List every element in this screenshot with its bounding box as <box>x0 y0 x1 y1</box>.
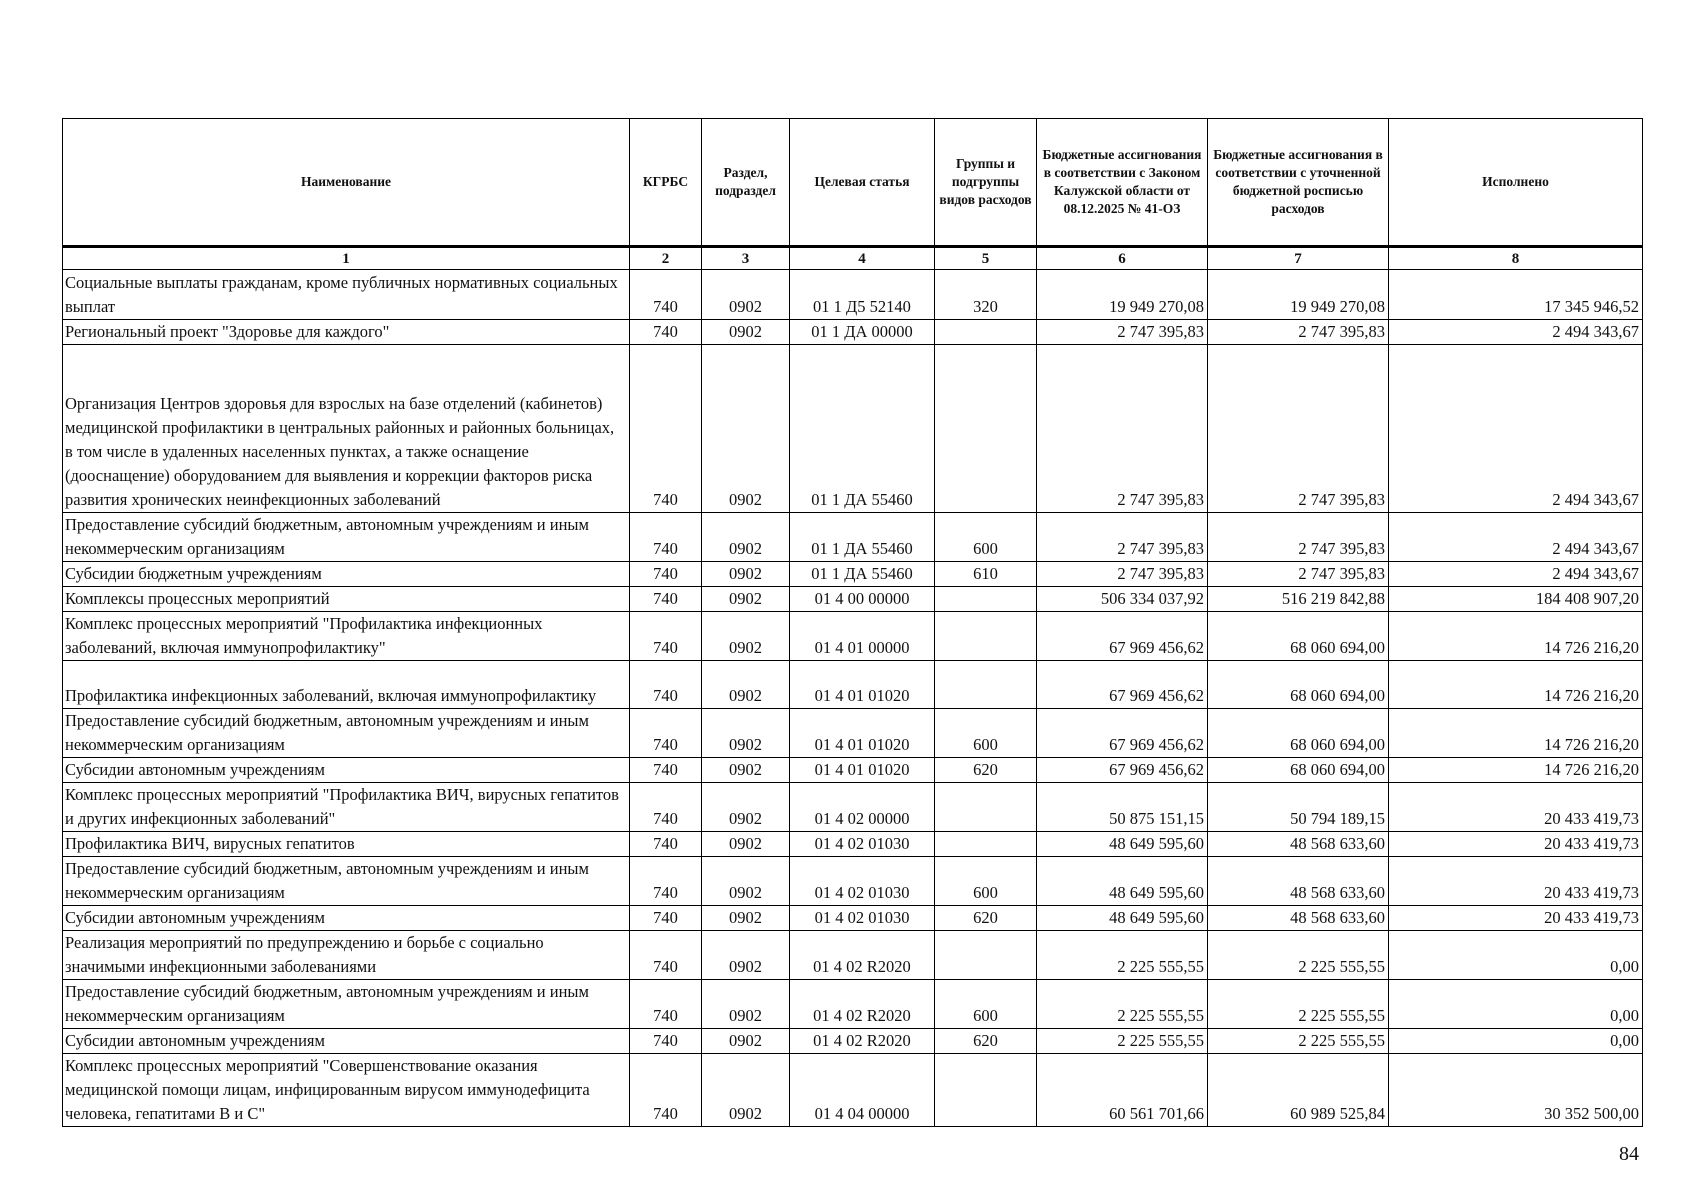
cell-target: 01 1 Д5 52140 <box>790 270 935 320</box>
cell-name: Субсидии автономным учреждениям <box>63 1029 630 1054</box>
cell-name: Профилактика ВИЧ, вирусных гепатитов <box>63 832 630 857</box>
cell-refined-allocation: 48 568 633,60 <box>1208 857 1389 906</box>
cell-name: Организация Центров здоровья для взрослых на базе отделений (кабинетов) медицинской профилактики в центральных районных и районных больницах, в том числе в удаленных населенных пунктах, а также оснащение (дооснащение) оборудованием для выявления и коррекции факторов риска развития хронических неинфекционных заболеваний <box>63 345 630 513</box>
cell-executed: 20 433 419,73 <box>1389 832 1643 857</box>
header-row <box>63 119 1643 247</box>
cell-refined-allocation: 2 747 395,83 <box>1208 345 1389 513</box>
cell-target: 01 4 02 R2020 <box>790 1029 935 1054</box>
cell-refined-allocation: 68 060 694,00 <box>1208 709 1389 758</box>
cell-refined-allocation: 2 225 555,55 <box>1208 931 1389 980</box>
cell-target: 01 1 ДА 55460 <box>790 513 935 562</box>
table-row <box>63 1029 1643 1054</box>
cell-group: 620 <box>935 1029 1037 1054</box>
cell-name: Комплекс процессных мероприятий "Профилактика ВИЧ, вирусных гепатитов и других инфекционных заболеваний" <box>63 783 630 832</box>
cell-name: Субсидии автономным учреждениям <box>63 758 630 783</box>
table-row <box>63 832 1643 857</box>
cell-target: 01 1 ДА 55460 <box>790 562 935 587</box>
cell-name: Региональный проект "Здоровье для каждого" <box>63 320 630 345</box>
cell-section: 0902 <box>702 906 790 931</box>
cell-target: 01 4 04 00000 <box>790 1054 935 1127</box>
cell-law-allocation: 2 747 395,83 <box>1037 345 1208 513</box>
cell-group: 600 <box>935 709 1037 758</box>
cell-refined-allocation: 2 225 555,55 <box>1208 980 1389 1029</box>
cell-kgrbs: 740 <box>630 857 702 906</box>
cell-group <box>935 1054 1037 1127</box>
cell-kgrbs: 740 <box>630 562 702 587</box>
cell-kgrbs: 740 <box>630 1029 702 1054</box>
cell-executed: 14 726 216,20 <box>1389 758 1643 783</box>
cell-refined-allocation: 48 568 633,60 <box>1208 906 1389 931</box>
cell-law-allocation: 48 649 595,60 <box>1037 832 1208 857</box>
cell-kgrbs: 740 <box>630 906 702 931</box>
cell-kgrbs: 740 <box>630 832 702 857</box>
cell-executed: 0,00 <box>1389 980 1643 1029</box>
cell-kgrbs: 740 <box>630 1054 702 1127</box>
page-number: 84 <box>1619 1143 1639 1165</box>
header-law-allocations: Бюджетные ассигнования в соответствии с Законом Калужской области от 08.12.2025 № 41-ОЗ <box>1037 119 1208 247</box>
cell-executed: 30 352 500,00 <box>1389 1054 1643 1127</box>
cell-section: 0902 <box>702 931 790 980</box>
table-row <box>63 587 1643 612</box>
cell-law-allocation: 48 649 595,60 <box>1037 906 1208 931</box>
cell-executed: 2 494 343,67 <box>1389 345 1643 513</box>
cell-section: 0902 <box>702 562 790 587</box>
cell-section: 0902 <box>702 783 790 832</box>
column-number: 4 <box>790 247 935 270</box>
cell-section: 0902 <box>702 320 790 345</box>
cell-target: 01 4 01 01020 <box>790 661 935 709</box>
column-number: 5 <box>935 247 1037 270</box>
cell-group <box>935 345 1037 513</box>
table-row <box>63 661 1643 709</box>
cell-law-allocation: 19 949 270,08 <box>1037 270 1208 320</box>
cell-law-allocation: 506 334 037,92 <box>1037 587 1208 612</box>
cell-target: 01 4 02 00000 <box>790 783 935 832</box>
cell-refined-allocation: 48 568 633,60 <box>1208 832 1389 857</box>
cell-group <box>935 931 1037 980</box>
cell-target: 01 4 02 R2020 <box>790 931 935 980</box>
cell-name: Комплекс процессных мероприятий "Совершенствование оказания медицинской помощи лицам, инфицированным вирусом иммунодефицита человека, гепатитами В и С" <box>63 1054 630 1127</box>
cell-kgrbs: 740 <box>630 758 702 783</box>
table-row <box>63 857 1643 906</box>
cell-name: Профилактика инфекционных заболеваний, включая иммунопрофилактику <box>63 661 630 709</box>
cell-group <box>935 783 1037 832</box>
cell-refined-allocation: 60 989 525,84 <box>1208 1054 1389 1127</box>
header-target: Целевая статья <box>790 119 935 247</box>
cell-law-allocation: 67 969 456,62 <box>1037 612 1208 661</box>
cell-group <box>935 832 1037 857</box>
cell-target: 01 4 01 00000 <box>790 612 935 661</box>
header-refined-allocations: Бюджетные ассигнования в соответствии с уточненной бюджетной росписью расходов <box>1208 119 1389 247</box>
cell-group: 320 <box>935 270 1037 320</box>
table-row <box>63 562 1643 587</box>
cell-refined-allocation: 2 747 395,83 <box>1208 562 1389 587</box>
cell-section: 0902 <box>702 612 790 661</box>
cell-law-allocation: 2 747 395,83 <box>1037 320 1208 345</box>
column-number: 7 <box>1208 247 1389 270</box>
cell-law-allocation: 48 649 595,60 <box>1037 857 1208 906</box>
cell-law-allocation: 50 875 151,15 <box>1037 783 1208 832</box>
cell-target: 01 4 02 01030 <box>790 857 935 906</box>
cell-section: 0902 <box>702 857 790 906</box>
cell-section: 0902 <box>702 709 790 758</box>
cell-kgrbs: 740 <box>630 783 702 832</box>
cell-kgrbs: 740 <box>630 320 702 345</box>
column-number: 1 <box>63 247 630 270</box>
cell-law-allocation: 2 747 395,83 <box>1037 562 1208 587</box>
cell-kgrbs: 740 <box>630 980 702 1029</box>
cell-section: 0902 <box>702 1054 790 1127</box>
table-row <box>63 931 1643 980</box>
cell-group: 620 <box>935 906 1037 931</box>
cell-refined-allocation: 2 747 395,83 <box>1208 513 1389 562</box>
column-number: 3 <box>702 247 790 270</box>
cell-name: Субсидии бюджетным учреждениям <box>63 562 630 587</box>
cell-group <box>935 661 1037 709</box>
cell-target: 01 4 01 01020 <box>790 709 935 758</box>
cell-refined-allocation: 19 949 270,08 <box>1208 270 1389 320</box>
cell-executed: 2 494 343,67 <box>1389 513 1643 562</box>
header-kgrbs: КГРБС <box>630 119 702 247</box>
cell-refined-allocation: 68 060 694,00 <box>1208 612 1389 661</box>
cell-group: 600 <box>935 857 1037 906</box>
cell-name: Социальные выплаты гражданам, кроме публичных нормативных социальных выплат <box>63 270 630 320</box>
cell-group: 600 <box>935 980 1037 1029</box>
cell-target: 01 1 ДА 55460 <box>790 345 935 513</box>
cell-law-allocation: 2 225 555,55 <box>1037 931 1208 980</box>
cell-executed: 2 494 343,67 <box>1389 320 1643 345</box>
header-groups: Группы и подгруппы видов расходов <box>935 119 1037 247</box>
cell-executed: 0,00 <box>1389 931 1643 980</box>
cell-name: Комплексы процессных мероприятий <box>63 587 630 612</box>
table-row <box>63 612 1643 661</box>
budget-table <box>62 118 1643 1127</box>
table-row <box>63 513 1643 562</box>
cell-target: 01 4 01 01020 <box>790 758 935 783</box>
table-row <box>63 783 1643 832</box>
cell-refined-allocation: 68 060 694,00 <box>1208 758 1389 783</box>
table-row <box>63 1054 1643 1127</box>
cell-target: 01 1 ДА 00000 <box>790 320 935 345</box>
cell-kgrbs: 740 <box>630 513 702 562</box>
cell-executed: 20 433 419,73 <box>1389 783 1643 832</box>
table-body <box>63 270 1643 1127</box>
column-number: 8 <box>1389 247 1643 270</box>
cell-name: Предоставление субсидий бюджетным, автономным учреждениям и иным некоммерческим организациям <box>63 980 630 1029</box>
cell-name: Реализация мероприятий по предупреждению и борьбе с социально значимыми инфекционными заболеваниями <box>63 931 630 980</box>
cell-section: 0902 <box>702 270 790 320</box>
cell-law-allocation: 2 225 555,55 <box>1037 1029 1208 1054</box>
cell-target: 01 4 02 01030 <box>790 906 935 931</box>
cell-section: 0902 <box>702 587 790 612</box>
cell-law-allocation: 2 747 395,83 <box>1037 513 1208 562</box>
cell-section: 0902 <box>702 1029 790 1054</box>
table-row <box>63 906 1643 931</box>
cell-group <box>935 612 1037 661</box>
header-section: Раздел, подраздел <box>702 119 790 247</box>
column-number-row <box>63 247 1643 270</box>
cell-law-allocation: 2 225 555,55 <box>1037 980 1208 1029</box>
header-executed: Исполнено <box>1389 119 1643 247</box>
cell-group <box>935 587 1037 612</box>
cell-section: 0902 <box>702 758 790 783</box>
cell-executed: 0,00 <box>1389 1029 1643 1054</box>
cell-refined-allocation: 50 794 189,15 <box>1208 783 1389 832</box>
cell-name: Предоставление субсидий бюджетным, автономным учреждениям и иным некоммерческим организациям <box>63 857 630 906</box>
cell-executed: 14 726 216,20 <box>1389 612 1643 661</box>
cell-kgrbs: 740 <box>630 612 702 661</box>
cell-law-allocation: 60 561 701,66 <box>1037 1054 1208 1127</box>
cell-refined-allocation: 2 225 555,55 <box>1208 1029 1389 1054</box>
cell-group: 600 <box>935 513 1037 562</box>
cell-section: 0902 <box>702 832 790 857</box>
cell-name: Комплекс процессных мероприятий "Профилактика инфекционных заболеваний, включая иммунопрофилактику" <box>63 612 630 661</box>
cell-kgrbs: 740 <box>630 709 702 758</box>
cell-name: Предоставление субсидий бюджетным, автономным учреждениям и иным некоммерческим организациям <box>63 513 630 562</box>
cell-target: 01 4 00 00000 <box>790 587 935 612</box>
cell-group: 610 <box>935 562 1037 587</box>
cell-kgrbs: 740 <box>630 587 702 612</box>
table-row <box>63 320 1643 345</box>
cell-executed: 2 494 343,67 <box>1389 562 1643 587</box>
table-row <box>63 270 1643 320</box>
cell-section: 0902 <box>702 980 790 1029</box>
cell-law-allocation: 67 969 456,62 <box>1037 709 1208 758</box>
cell-executed: 14 726 216,20 <box>1389 709 1643 758</box>
cell-executed: 20 433 419,73 <box>1389 857 1643 906</box>
cell-kgrbs: 740 <box>630 270 702 320</box>
cell-law-allocation: 67 969 456,62 <box>1037 661 1208 709</box>
cell-section: 0902 <box>702 345 790 513</box>
table-row <box>63 758 1643 783</box>
cell-law-allocation: 67 969 456,62 <box>1037 758 1208 783</box>
cell-group: 620 <box>935 758 1037 783</box>
column-number: 6 <box>1037 247 1208 270</box>
cell-kgrbs: 740 <box>630 345 702 513</box>
table-row <box>63 980 1643 1029</box>
cell-refined-allocation: 516 219 842,88 <box>1208 587 1389 612</box>
cell-target: 01 4 02 R2020 <box>790 980 935 1029</box>
column-number: 2 <box>630 247 702 270</box>
cell-target: 01 4 02 01030 <box>790 832 935 857</box>
cell-section: 0902 <box>702 661 790 709</box>
table-row <box>63 345 1643 513</box>
cell-group <box>935 320 1037 345</box>
cell-name: Субсидии автономным учреждениям <box>63 906 630 931</box>
cell-name: Предоставление субсидий бюджетным, автономным учреждениям и иным некоммерческим организациям <box>63 709 630 758</box>
cell-executed: 20 433 419,73 <box>1389 906 1643 931</box>
cell-kgrbs: 740 <box>630 661 702 709</box>
table-row <box>63 709 1643 758</box>
cell-executed: 184 408 907,20 <box>1389 587 1643 612</box>
cell-kgrbs: 740 <box>630 931 702 980</box>
header-name: Наименование <box>63 119 630 247</box>
cell-section: 0902 <box>702 513 790 562</box>
cell-refined-allocation: 68 060 694,00 <box>1208 661 1389 709</box>
cell-executed: 14 726 216,20 <box>1389 661 1643 709</box>
cell-executed: 17 345 946,52 <box>1389 270 1643 320</box>
cell-refined-allocation: 2 747 395,83 <box>1208 320 1389 345</box>
